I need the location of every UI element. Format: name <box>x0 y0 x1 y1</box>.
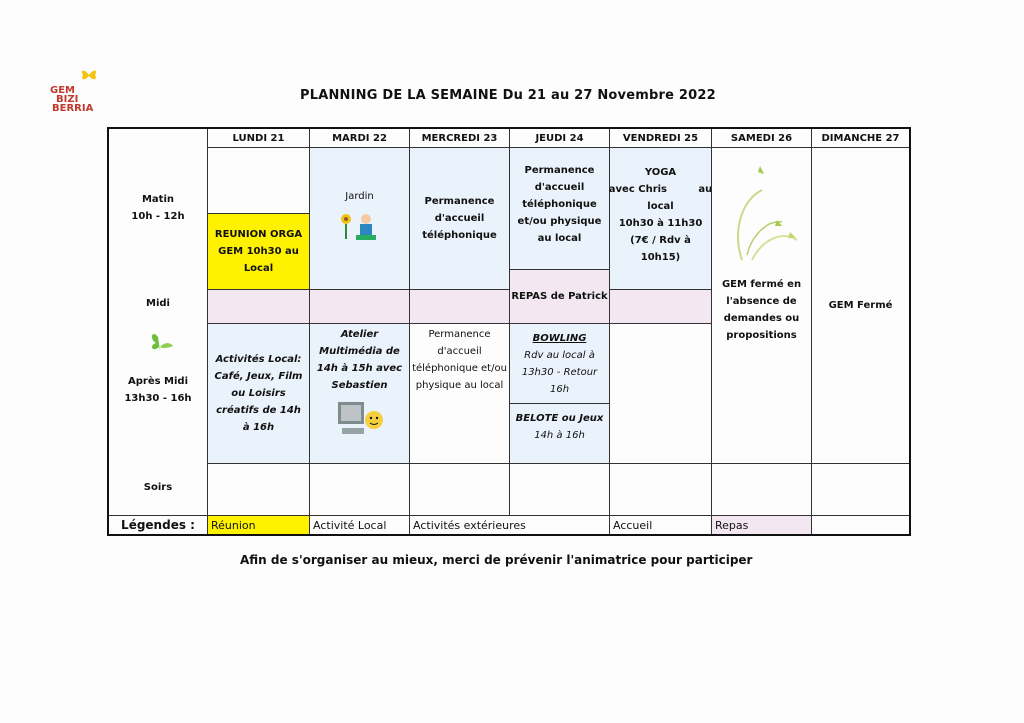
jeudi-belote <box>509 403 609 463</box>
cell-line: créatifs de 14h <box>216 405 301 416</box>
cell-line: YOGA <box>644 167 677 178</box>
cell-line: BOWLING <box>532 332 587 344</box>
legend-repas: Repas <box>711 515 811 534</box>
cell-line: d'accueil <box>434 213 485 224</box>
samedi-ferme <box>711 147 811 463</box>
cell-line: local <box>647 201 674 212</box>
mercredi-soir <box>409 463 509 515</box>
lundi-midi <box>207 289 309 323</box>
day-header-lundi: LUNDI 21 <box>207 129 309 147</box>
mardi-matin <box>309 147 409 289</box>
samedi-soir <box>711 463 811 515</box>
cell-line: Multimédia de <box>319 346 400 357</box>
legend-activite-local: Activité Local <box>309 515 409 534</box>
cell-line: 10h30 à 11h30 <box>618 218 703 229</box>
cell-line: et/ou physique <box>517 216 602 227</box>
row-label-matin <box>109 191 207 225</box>
cell-line: Local <box>243 263 274 274</box>
legend-accueil: Accueil <box>609 515 711 534</box>
computer-icon <box>334 398 386 444</box>
cell-line: Permanence <box>524 165 595 176</box>
cell-line: GEM fermé en <box>721 279 802 290</box>
gardener-icon <box>338 209 382 243</box>
day-header-samedi: SAMEDI 26 <box>711 129 811 147</box>
legend-reunion: Réunion <box>207 515 309 534</box>
vendredi-matin <box>609 147 711 289</box>
cell-line: d'accueil <box>534 182 585 193</box>
lundi-matin-empty <box>207 147 309 213</box>
cell-line: Café, Jeux, Film <box>214 371 303 382</box>
aprem-label: Après Midi <box>127 376 188 387</box>
cell-line: ou Loisirs <box>231 388 286 399</box>
butterfly-icon <box>147 329 173 355</box>
legend-empty <box>811 515 909 534</box>
logo-text-3: BERRIA <box>52 103 94 114</box>
cell-line: Jardin <box>345 191 374 202</box>
day-header-vendredi: VENDREDI 25 <box>609 129 711 147</box>
cell-line: d'accueil <box>437 346 482 357</box>
day-header-jeudi: JEUDI 24 <box>509 129 609 147</box>
cell-line: propositions <box>726 330 797 341</box>
row-label-midi: Midi <box>146 298 170 309</box>
vendredi-midi <box>609 289 711 323</box>
floral-decoration-icon <box>722 160 802 270</box>
footer-note: Afin de s'organiser au mieux, merci de prévenir l'animatrice pour participer <box>240 553 753 567</box>
row-label-soirs: Soirs <box>143 482 173 493</box>
cell-line: téléphonique <box>522 199 597 210</box>
cell-line: à 16h <box>242 422 275 433</box>
mercredi-midi <box>409 289 509 323</box>
page-title: PLANNING DE LA SEMAINE Du 21 au 27 Novembre 2022 <box>300 88 716 103</box>
butterfly-icon <box>80 68 98 82</box>
matin-label: Matin <box>141 194 175 205</box>
logo-text-1: GEM <box>50 85 75 96</box>
cell-line: (7€ / Rdv à <box>630 235 691 246</box>
jeudi-matin <box>509 147 609 269</box>
cell-line: Atelier <box>340 329 379 340</box>
legend-activites-exterieures: Activités extérieures <box>409 515 609 534</box>
mardi-soir <box>309 463 409 515</box>
lundi-aprem <box>207 323 309 463</box>
cell-line: téléphonique <box>422 230 497 241</box>
cell-line: 16h <box>549 383 570 395</box>
schedule-table <box>107 127 911 536</box>
mercredi-aprem <box>409 323 509 463</box>
mardi-aprem <box>309 323 409 463</box>
cell-line: Activités Local: <box>215 354 302 365</box>
cell-line: physique au local <box>415 380 504 391</box>
day-header-dimanche: DIMANCHE 27 <box>811 129 909 147</box>
matin-hours: 10h - 12h <box>131 211 185 222</box>
cell-line: Permanence <box>424 196 495 207</box>
mardi-midi <box>309 289 409 323</box>
gem-logo <box>36 68 98 120</box>
jeudi-soir <box>509 463 609 515</box>
lundi-matin-reunion <box>207 213 309 289</box>
cell-line: 13h30 - Retour <box>521 366 598 378</box>
vendredi-aprem <box>609 323 711 463</box>
jeudi-midi: REPAS de Patrick <box>509 269 609 323</box>
cell-line: GEM 10h30 au <box>218 246 299 257</box>
jeudi-bowling <box>509 323 609 403</box>
legend-label: Légendes : <box>109 515 207 534</box>
logo-text-2: BIZI <box>56 94 79 105</box>
cell-line: l'absence de <box>726 296 797 307</box>
cell-line: 14h à 16h <box>534 430 585 441</box>
dimanche-ferme: GEM Fermé <box>811 147 909 463</box>
cell-line: 14h à 15h avec <box>316 363 403 374</box>
cell-line: Sebastien <box>331 380 388 391</box>
vendredi-soir <box>609 463 711 515</box>
mercredi-matin <box>409 147 509 289</box>
aprem-hours: 13h30 - 16h <box>124 393 192 404</box>
day-header-mardi: MARDI 22 <box>309 129 409 147</box>
day-header-mercredi: MERCREDI 23 <box>409 129 509 147</box>
cell-line: au local <box>537 233 582 244</box>
cell-line: 10h15) <box>640 252 681 263</box>
cell-line: avec Chris au <box>608 184 713 195</box>
lundi-soir <box>207 463 309 515</box>
row-label-aprem <box>109 373 207 407</box>
cell-line: REUNION ORGA <box>214 229 303 240</box>
cell-line: Permanence <box>428 329 491 340</box>
dimanche-soir <box>811 463 909 515</box>
cell-line: demandes ou <box>723 313 800 324</box>
cell-line: BELOTE ou Jeux <box>515 413 604 424</box>
cell-line: Rdv au local à <box>524 349 595 361</box>
cell-line: téléphonique et/ou <box>412 363 507 374</box>
